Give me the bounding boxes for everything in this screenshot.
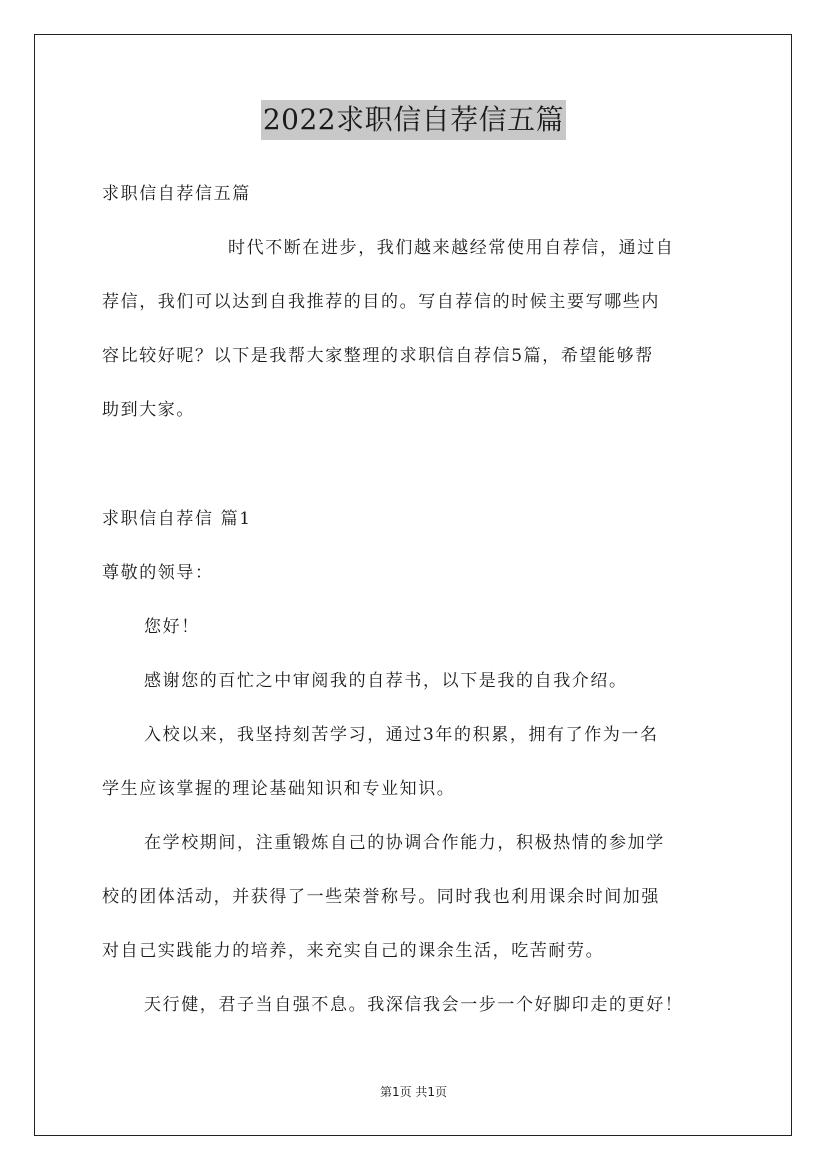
title-container (0, 100, 827, 140)
body-line-4: 在学校期间，注重锻炼自己的协调合作能力，积极热情的参加学 (144, 833, 665, 853)
body-line-3: 学生应该掌握的理论基础知识和专业知识。 (102, 779, 456, 799)
document-title: 2022求职信自荐信五篇 (261, 100, 566, 140)
body-line-1: 感谢您的百忙之中审阅我的自荐书，以下是我的自我介绍。 (144, 671, 628, 691)
page-footer: 第1页 共1页 (379, 1085, 448, 1099)
intro-line-2: 荐信，我们可以达到自我推荐的目的。写自荐信的时候主要写哪些内 (102, 292, 660, 312)
subtitle-line: 求职信自荐信五篇 (102, 184, 251, 204)
intro-line-1: 时代不断在进步，我们越来越经常使用自荐信，通过自 (228, 238, 675, 258)
body-line-7: 天行健，君子当自强不息。我深信我会一步一个好脚印走的更好！ (144, 995, 684, 1015)
greeting: 您好！ (144, 617, 200, 637)
body-line-6: 对自己实践能力的培养，来充实自己的课余生活，吃苦耐劳。 (102, 941, 605, 961)
body-line-2: 入校以来，我坚持刻苦学习，通过3年的积累，拥有了作为一名 (144, 725, 659, 745)
body-line-5: 校的团体活动，并获得了一些荣誉称号。同时我也利用课余时间加强 (102, 887, 660, 907)
salutation: 尊敬的领导： (102, 563, 214, 583)
intro-line-4: 助到大家。 (102, 400, 195, 420)
intro-line-3: 容比较好呢？以下是我帮大家整理的求职信自荐信5篇，希望能够帮 (102, 346, 654, 366)
section-heading: 求职信自荐信 篇1 (102, 509, 252, 529)
